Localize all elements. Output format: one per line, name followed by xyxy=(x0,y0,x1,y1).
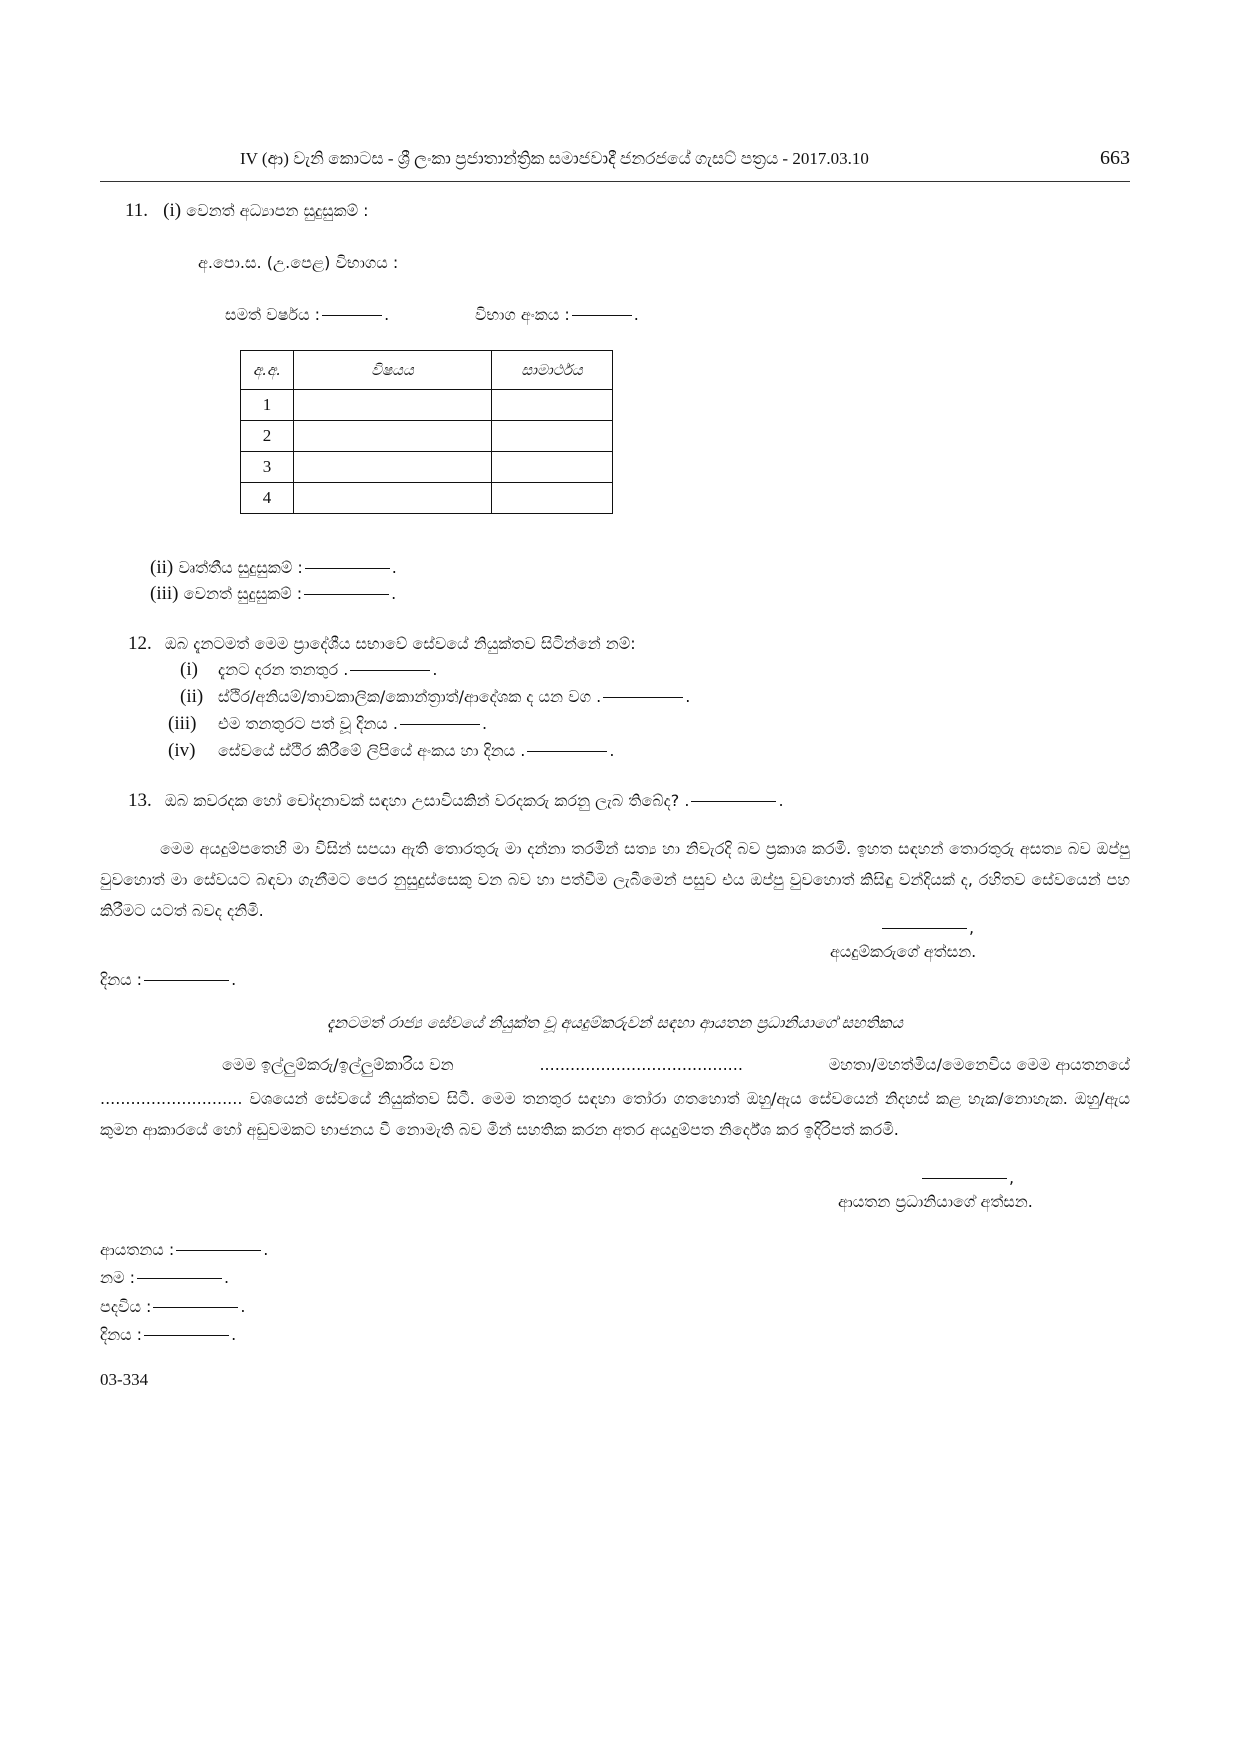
applicant-date-blank[interactable] xyxy=(144,980,229,981)
grade-cell[interactable] xyxy=(492,483,613,514)
gazette-title: IV (ආ) වැනි කොටස - ශ්‍රී ලංකා ප්‍රජාතාන්ත්‍රික සමාජවාදී ජනරජයේ ගැසට් පත්‍රය - 2017.03.10 xyxy=(240,149,869,168)
grade-cell[interactable] xyxy=(492,421,613,452)
index-field: විභාග අංකය : . xyxy=(475,305,639,324)
q11-ii-line: (ii) වෘත්තීය සුදුසුකම් : . xyxy=(150,557,397,578)
certificate-body xyxy=(100,1083,1130,1145)
q12-item: (iii) එම තනතුරට පත් වූ දිනය . . xyxy=(168,713,488,734)
applicant-signature-line[interactable]: , xyxy=(880,918,974,937)
results-table xyxy=(240,350,613,514)
table-row xyxy=(241,421,613,452)
table-row xyxy=(241,390,613,421)
subject-cell[interactable] xyxy=(294,483,492,514)
row-number: 1 xyxy=(241,390,294,421)
head-signature-line[interactable]: , xyxy=(920,1168,1014,1187)
row-number: 2 xyxy=(241,421,294,452)
q11-ii-text: වෘත්තීය සුදුසුකම් : xyxy=(178,558,303,577)
q12-intro: ඔබ දැනටමත් මෙම ප්‍රාදේශීය සභාවේ සේවයේ නියුක්තව සිටින්නේ නම්: xyxy=(164,634,636,653)
year-label: සමත් වර්ෂය : xyxy=(225,305,321,324)
q12-blank[interactable] xyxy=(527,751,607,752)
index-label: විභාග අංකය : xyxy=(475,305,570,324)
table-row xyxy=(241,483,613,514)
year-field: සමත් වර්ෂය : . xyxy=(225,305,390,324)
q12-item-text: එම තනතුරට පත් වූ දිනය . xyxy=(218,714,398,733)
post-field: පදවිය : . xyxy=(100,1297,246,1316)
q11-number: 11. xyxy=(125,200,149,221)
declaration-text: මෙම අයදුම්පතෙහි මා විසින් සපයා ඇති තොරතුරු මා දන්නා තරමින් සත්‍ය හා නිවැරදි බව ප්‍රකාශ කරමි. ඉහත සඳහන් තොරතුරු අසත්‍ය බව ඔප්පු වුවහොත් මා සේවයට බඳවා ගැනීමට පෙර නුසුදුස්සෙකු වන බව හා පත්වීම ලැබීමෙන් පසුව එය ඔප්පු වුවහොත් කිසිඳු වන්දියක් ද, රහිතව සේවයෙන් පහ කිරීමට යටත් බවද දනිමි. xyxy=(100,839,1130,920)
q12-blank[interactable] xyxy=(400,724,480,725)
q11-i-text: වෙනත් අධ්‍යාපන සුදුසුකම් : xyxy=(186,201,369,220)
index-blank[interactable] xyxy=(572,315,632,316)
q12-item-text: සේවයේ ස්ථිර කිරීමේ ලිපියේ අංකය හා දිනය . xyxy=(218,741,526,760)
date-field: දිනය : . xyxy=(100,1325,237,1344)
q12-blank[interactable] xyxy=(603,697,683,698)
q13-line: 13. ඔබ කවරදක හෝ චෝදනාවක් සඳහා උසාවියකින් වරදකරු කරනු ලැබ තිබේද? . . xyxy=(128,790,784,811)
year-blank[interactable] xyxy=(322,315,382,316)
q11-iii-text: වෙනත් සුදුසුකම් : xyxy=(183,584,303,603)
grade-cell[interactable] xyxy=(492,452,613,483)
subject-cell[interactable] xyxy=(294,452,492,483)
name-field: නම : . xyxy=(100,1268,230,1287)
certificate-line1-a: මෙම ඉල්ලුම්කරු/ඉල්ලුම්කාරිය වන xyxy=(222,1055,454,1074)
date-blank[interactable] xyxy=(144,1335,229,1336)
q12-number: 12. xyxy=(128,633,152,654)
col-subject: විෂයය xyxy=(294,351,492,390)
institution-label: ආයතනය : xyxy=(100,1240,175,1259)
q13-number: 13. xyxy=(128,790,152,811)
name-dots[interactable]: ........................................ xyxy=(539,1055,743,1074)
row-number: 3 xyxy=(241,452,294,483)
q11-ii-label: (ii) xyxy=(150,557,174,578)
applicant-signature-label: අයදුම්කරුගේ අත්සන. xyxy=(830,942,977,961)
q11-iii-line: (iii) වෙනත් සුදුසුකම් : . xyxy=(150,583,397,604)
row-number: 4 xyxy=(241,483,294,514)
subject-cell[interactable] xyxy=(294,421,492,452)
other-blank[interactable] xyxy=(304,594,389,595)
page-number: 663 xyxy=(1100,147,1130,169)
q12-item: (ii) ස්ථිර/අනියම්/තාවකාලික/කොන්ත්‍රාත්/ආදේශක ද යන වග . . xyxy=(180,686,691,707)
q12-item-label: (i) xyxy=(180,659,198,680)
q11-i-label: (i) xyxy=(163,200,182,221)
name-blank[interactable] xyxy=(137,1278,222,1279)
certificate-first-line xyxy=(222,1055,1130,1075)
q12-line xyxy=(128,633,636,655)
q12-item: (iv) සේවයේ ස්ථිර කිරීමේ ලිපියේ අංකය හා දිනය . . xyxy=(168,740,615,761)
q12-item-text: දැනට දරන තනතුර . xyxy=(218,660,349,679)
q11-line xyxy=(125,200,369,222)
institution-field: ආයතනය : . xyxy=(100,1240,269,1259)
exam-label: අ.පො.ස. (උ.පෙළ) විභාගය : xyxy=(198,253,399,272)
q12-blank[interactable] xyxy=(350,670,430,671)
col-serial: අ.අ. xyxy=(241,351,294,390)
post-blank[interactable] xyxy=(153,1307,238,1308)
results-table-header xyxy=(241,351,613,390)
certificate-heading: දැනටමත් රාජ්‍ය සේවයේ නියුක්ත වූ අයදුම්කරුවන් සඳහා ආයතන ප්‍රධානියාගේ සහතිකය xyxy=(326,1013,904,1032)
certificate-rest: වශයෙන් සේවයේ නියුක්තව සිටී. මෙම තනතුර සඳහා තෝරා ගතහොත් ඔහු/ඇය සේවයෙන් නිදහස් කළ හැක/නොහැක. ඔහු/ඇය කුමන ආකාරයේ හෝ අඩුවමකට භාජනය වී නොමැති බව මින් සහතික කරන අතර අයදුම්පත නිර්දේශ කර ඉදිරිපත් කරමි. xyxy=(100,1089,1130,1139)
q13-text: ඔබ කවරදක හෝ චෝදනාවක් සඳහා උසාවියකින් වරදකරු කරනු ලැබ තිබේද? . xyxy=(164,791,690,810)
institution-blank[interactable] xyxy=(176,1250,261,1251)
footer-code: 03-334 xyxy=(100,1370,149,1389)
post-label: පදවිය : xyxy=(100,1297,152,1316)
vocational-blank[interactable] xyxy=(305,568,390,569)
page-header xyxy=(100,145,1130,182)
q12-item-label: (iv) xyxy=(168,740,196,761)
grade-cell[interactable] xyxy=(492,390,613,421)
q12-item-text: ස්ථිර/අනියම්/තාවකාලික/කොන්ත්‍රාත්/ආදේශක ද යන වග . xyxy=(218,687,602,706)
name-label: නම : xyxy=(100,1268,135,1287)
q12-item-label: (ii) xyxy=(180,686,204,707)
subject-cell[interactable] xyxy=(294,390,492,421)
col-grade: සාමාර්ථය xyxy=(492,351,613,390)
date-label: දිනය : xyxy=(100,1325,143,1344)
applicant-date-field: දිනය : . xyxy=(100,970,237,989)
q12-item: (i) දැනට දරන තනතුර . . xyxy=(180,659,438,680)
designation-dots[interactable]: ............................ xyxy=(100,1089,243,1108)
table-row xyxy=(241,452,613,483)
q13-blank[interactable] xyxy=(691,801,776,802)
applicant-date-label: දිනය : xyxy=(100,970,143,989)
q12-item-label: (iii) xyxy=(168,713,197,734)
head-signature-label: ආයතන ප්‍රධානියාගේ අත්සන. xyxy=(838,1192,1033,1211)
q11-iii-label: (iii) xyxy=(150,583,179,604)
certificate-line1-b: මහතා/මහත්මිය/මෙනෙවිය මෙම ආයතනයේ xyxy=(828,1055,1130,1074)
